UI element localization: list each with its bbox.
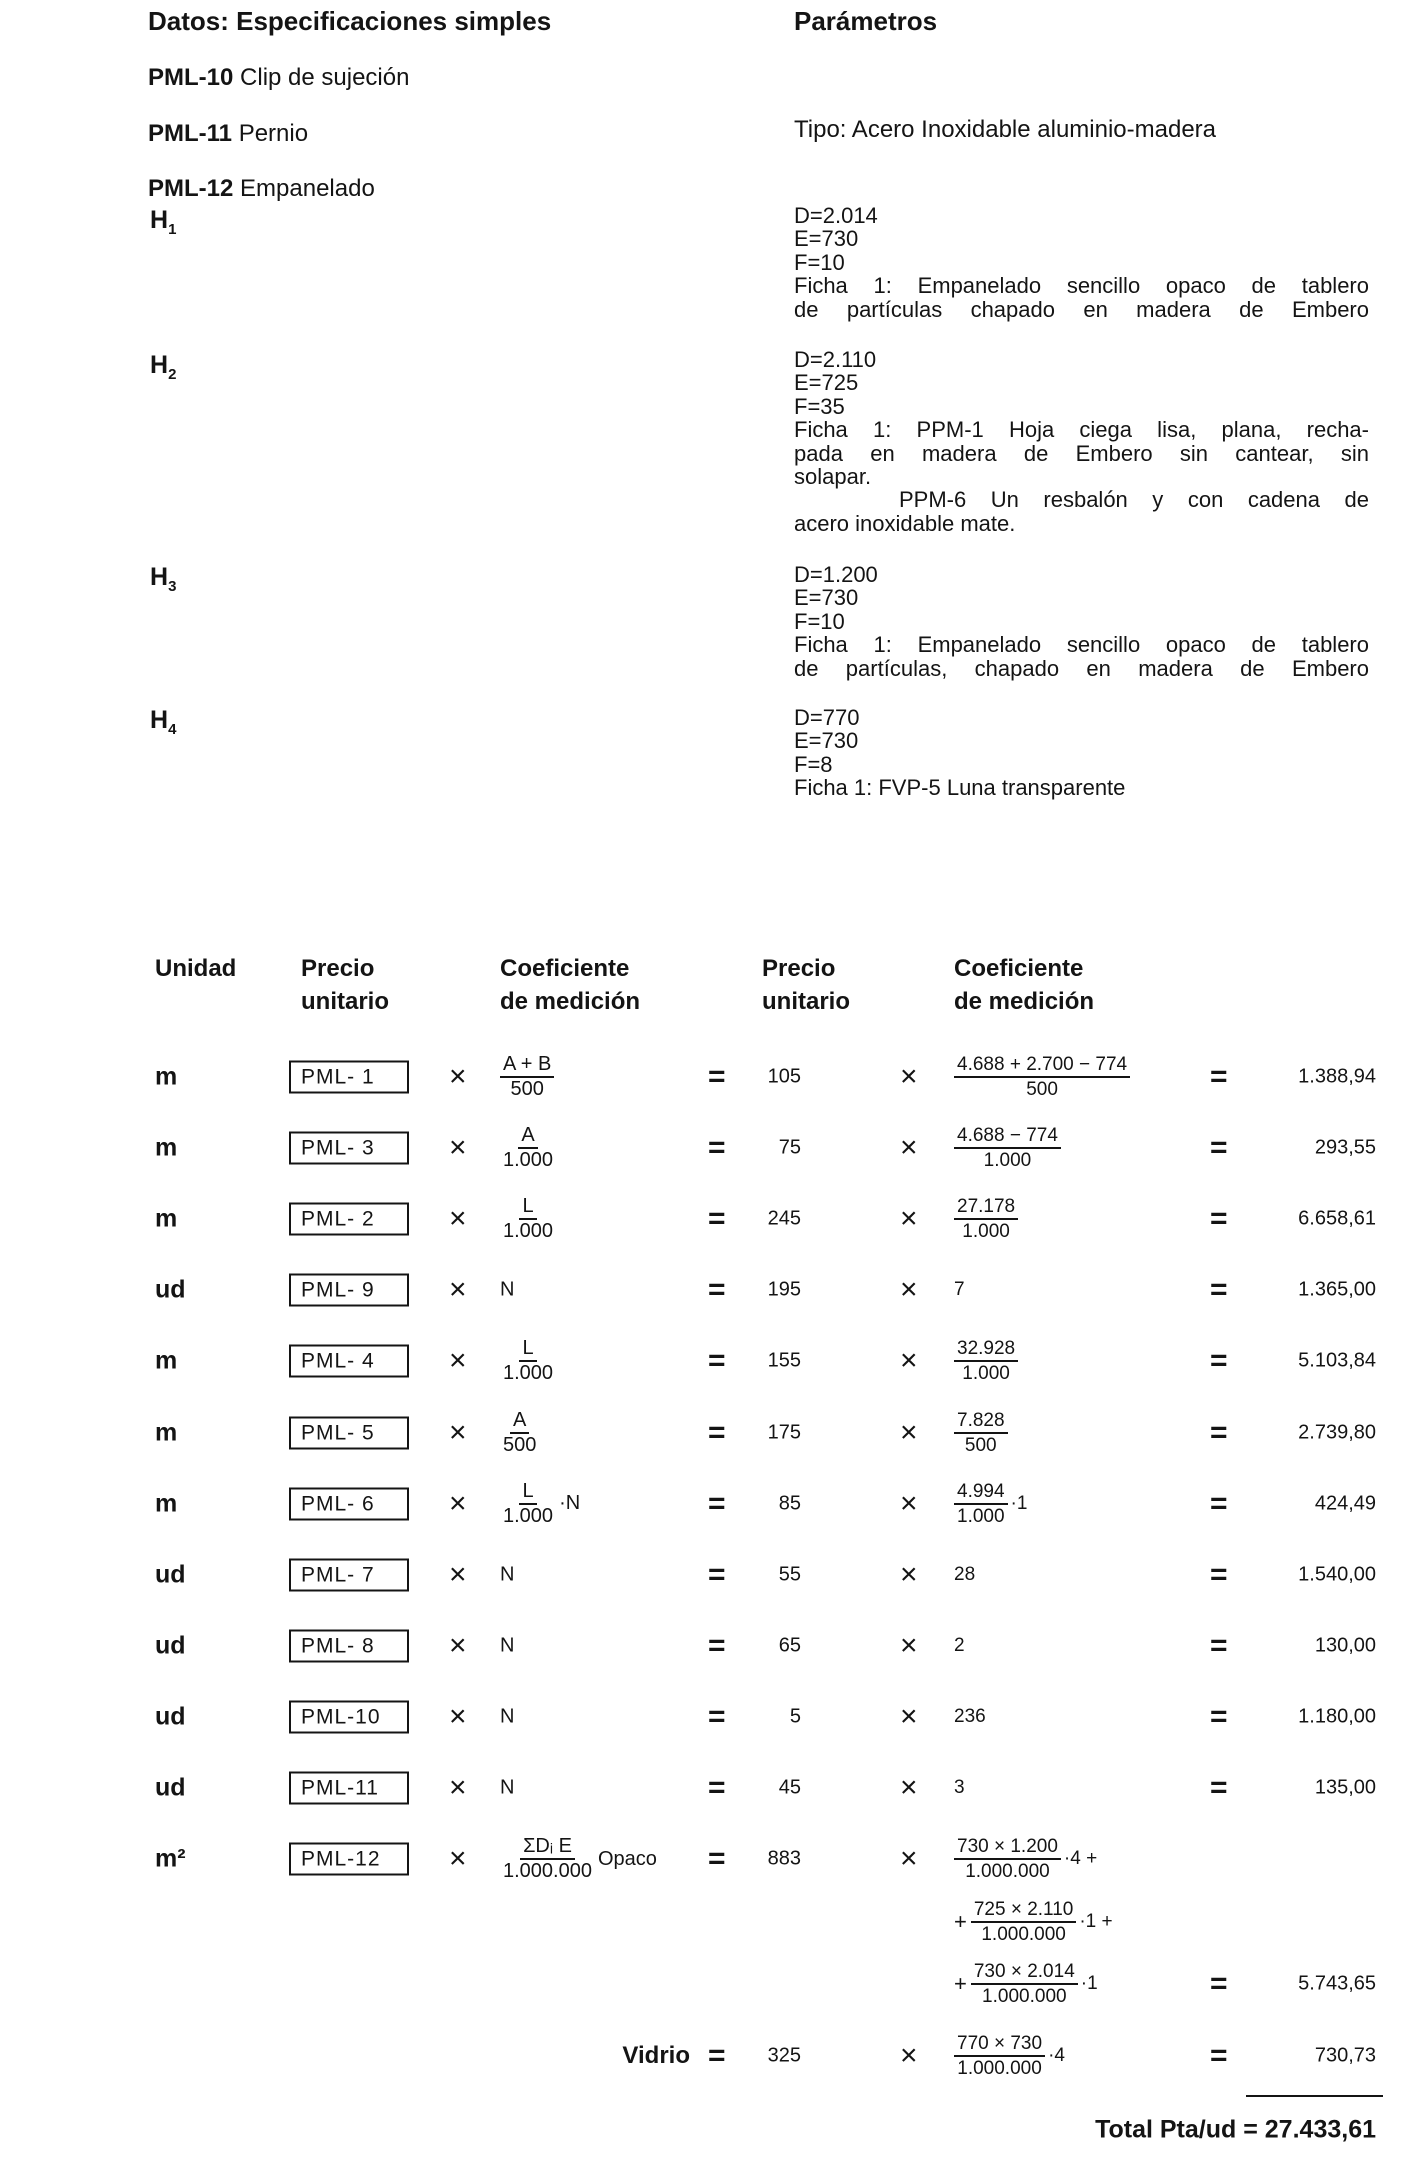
unit-cell: ud <box>155 1275 186 1304</box>
amount-cell: 5.103,84 <box>1298 1349 1376 1372</box>
unit-price-cell: 45 <box>778 1776 801 1799</box>
param-line: F=10 <box>794 608 845 634</box>
fraction-suffix: ·1 <box>1010 1492 1028 1514</box>
measurement-cell <box>954 1196 1018 1242</box>
formula-cell <box>500 1125 556 1171</box>
spec-item-code: PML-11 <box>148 120 233 147</box>
formula-cell <box>500 1410 539 1456</box>
fraction-denominator: 1.000 <box>983 1150 1032 1172</box>
fraction-denominator: 500 <box>503 1433 537 1456</box>
item-code-box: PML- 6 <box>289 1487 409 1520</box>
fraction <box>500 1054 554 1100</box>
equals-sign: = <box>1243 2115 1258 2144</box>
table-row <box>0 1610 1402 1682</box>
amount-cell: 6.658,61 <box>1298 1207 1376 1230</box>
fraction <box>954 1410 1008 1456</box>
amount-cell: 1.180,00 <box>1298 1705 1376 1728</box>
fraction-suffix: ·4 <box>1048 2045 1065 2066</box>
times-sign: × <box>900 1131 918 1165</box>
times-sign: × <box>449 1628 467 1662</box>
fraction-denominator: 1.000.000 <box>981 1924 1066 1946</box>
fraction <box>500 1125 556 1171</box>
glass-row <box>0 2020 1402 2092</box>
leaf-letter: H <box>150 563 169 591</box>
table-row <box>0 1325 1402 1397</box>
expression-text: N <box>500 1705 515 1728</box>
param-line: D=1.200 <box>794 562 878 587</box>
spec-item-code: PML-12 <box>148 175 234 202</box>
fraction-denominator: 1.000 <box>957 1505 1005 1527</box>
fraction-denominator: 1.000.000 <box>957 2058 1042 2079</box>
fraction <box>954 1196 1018 1242</box>
header-unit: Unidad <box>155 955 237 982</box>
param-line: Ficha 1: Empanelado sencillo opaco de tablero <box>794 273 1369 299</box>
table-row <box>0 1183 1402 1255</box>
param-line: PPM-6 Un resbalón y con cadena de <box>899 487 1369 513</box>
times-sign: × <box>900 1415 918 1449</box>
fraction <box>500 1410 539 1456</box>
formula-cell <box>500 1777 514 1800</box>
fraction-denominator: 1.000 <box>962 1221 1010 1243</box>
unit-cell: m <box>155 1489 178 1518</box>
fraction <box>500 1196 556 1242</box>
fraction-numerator: ΣDᵢ E <box>520 1836 575 1860</box>
fraction-denominator: 1.000 <box>503 1504 554 1527</box>
times-sign: × <box>449 1771 467 1804</box>
formula-cell <box>500 1705 514 1728</box>
equals-sign: = <box>1210 1699 1228 1733</box>
unit-price-cell: 105 <box>767 1065 801 1088</box>
plus-sign: + <box>954 1909 967 1935</box>
fraction <box>971 1961 1078 2007</box>
times-sign: × <box>900 1628 918 1662</box>
equals-sign: = <box>708 1131 726 1165</box>
unit-price-cell: 65 <box>778 1634 801 1657</box>
header-line: unitario <box>762 988 850 1015</box>
total-rule <box>1246 2095 1383 2097</box>
item-code-box: PML-12 <box>289 1843 409 1876</box>
measurement-cell <box>954 1481 1027 1527</box>
fraction <box>954 1338 1018 1384</box>
equals-sign: = <box>1210 1202 1228 1236</box>
unit-price-cell: 5 <box>789 1705 801 1728</box>
equals-sign: = <box>708 1771 726 1804</box>
fraction-suffix: ·1 <box>1080 1973 1098 1995</box>
leaf-index: 2 <box>168 366 177 383</box>
header-line: Coeficiente <box>954 955 1084 982</box>
expression-text: N <box>500 1278 515 1301</box>
amount-cell: 1.365,00 <box>1298 1278 1376 1301</box>
fraction-denominator: 1.000 <box>962 1363 1010 1385</box>
unit-price-cell: 195 <box>767 1278 801 1301</box>
amount-cell: 135,00 <box>1314 1776 1376 1799</box>
item-code-box: PML-11 <box>289 1772 409 1805</box>
equals-sign: = <box>708 1060 726 1093</box>
unit-cell: ud <box>155 1702 186 1731</box>
item-code-box: PML- 3 <box>289 1132 409 1165</box>
formula-cell <box>500 1338 556 1384</box>
fraction-numerator: 4.688 + 2.700 − 774 <box>954 1054 1130 1078</box>
fraction <box>954 2033 1045 2079</box>
fraction-denominator: 1.000 <box>503 1220 554 1243</box>
equals-sign: = <box>1210 1486 1228 1520</box>
times-sign: × <box>900 1486 918 1520</box>
amount-cell: 5.743,65 <box>1298 1972 1376 1995</box>
param-line: pada en madera de Embero sin cantear, sin <box>794 440 1369 466</box>
formula-cell <box>500 1196 556 1242</box>
unit-price-cell: 75 <box>778 1136 801 1159</box>
item-code-box: PML- 8 <box>289 1629 409 1662</box>
unit-cell: ud <box>155 1631 186 1660</box>
equals-sign: = <box>1210 1131 1228 1165</box>
param-line: D=770 <box>794 705 860 730</box>
equals-sign: = <box>1210 1415 1228 1449</box>
fraction-denominator: 500 <box>1026 1079 1058 1100</box>
header-line: de medición <box>500 988 641 1015</box>
measurement-cell <box>954 1635 965 1657</box>
equals-sign: = <box>1210 1628 1228 1662</box>
plus-sign: + <box>954 1971 967 1997</box>
times-sign: × <box>900 1202 918 1236</box>
param-line: Ficha 1: Empanelado sencillo opaco de tablero <box>794 632 1369 658</box>
equals-sign: = <box>1210 1344 1228 1378</box>
fraction-numerator: 725 × 2.110 <box>971 1899 1077 1923</box>
fraction-numerator: A + B <box>500 1054 554 1078</box>
fraction-denominator: 1.000.000 <box>965 1861 1050 1883</box>
spec-item-name: Clip de sujeción <box>240 64 410 91</box>
table-row <box>0 1041 1402 1113</box>
amount-cell: 130,00 <box>1314 1634 1376 1657</box>
equals-sign: = <box>708 1486 726 1520</box>
unit-price-cell: 155 <box>767 1349 801 1372</box>
fraction-numerator: 4.994 <box>954 1481 1008 1505</box>
fraction-numerator: A <box>510 1410 529 1434</box>
fraction <box>500 1338 556 1384</box>
leaf-index: 1 <box>168 221 177 238</box>
times-sign: × <box>449 1842 467 1876</box>
fraction-denominator: 1.000 <box>503 1362 554 1385</box>
specifications-title: Datos: Especificaciones simples <box>148 6 552 36</box>
table-row <box>0 1112 1402 1184</box>
expression-text: N <box>500 1563 515 1586</box>
fraction-suffix: ·1 + <box>1079 1911 1113 1933</box>
total-row <box>0 2094 1402 2166</box>
unit-cell: ud <box>155 1560 186 1589</box>
unit-price-cell: 325 <box>767 2044 801 2067</box>
expression-text: N <box>500 1634 515 1657</box>
equals-sign: = <box>1210 2039 1228 2072</box>
unit-cell: ud <box>155 1773 186 1802</box>
spec-item-code: PML-10 <box>148 64 234 91</box>
unit-cell: m <box>155 1346 178 1375</box>
leaf-letter: H <box>150 706 169 734</box>
fraction-denominator: 500 <box>510 1078 544 1100</box>
material-type: Tipo: Acero Inoxidable aluminio-madera <box>794 116 1217 143</box>
equals-sign: = <box>708 1415 726 1449</box>
fraction <box>971 1899 1077 1945</box>
fraction <box>954 1125 1061 1171</box>
fraction <box>954 1481 1008 1527</box>
times-sign: × <box>900 1060 918 1093</box>
equals-sign: = <box>708 1344 726 1378</box>
equals-sign: = <box>708 1842 726 1876</box>
times-sign: × <box>449 1273 467 1307</box>
equals-sign: = <box>1210 1967 1228 2001</box>
times-sign: × <box>449 1202 467 1236</box>
total-value: 27.433,61 <box>1264 2115 1376 2144</box>
measurement-cell <box>954 1410 1008 1456</box>
formula-cell <box>500 1563 514 1586</box>
expression-text: 28 <box>954 1563 976 1585</box>
param-line: D=2.014 <box>794 203 878 228</box>
param-line: de partículas, chapado en madera de Embero <box>794 655 1369 681</box>
param-line: acero inoxidable mate. <box>794 510 1016 536</box>
amount-cell: 2.739,80 <box>1298 1421 1376 1443</box>
param-line: E=725 <box>794 370 859 396</box>
table-row <box>0 1823 1402 1895</box>
header-line: Precio <box>301 955 375 982</box>
parameters-title: Parámetros <box>794 6 938 36</box>
fraction-denominator: 1.000.000 <box>503 1860 592 1883</box>
equals-sign: = <box>708 1202 726 1236</box>
equals-sign: = <box>1210 1771 1228 1804</box>
measurement-cell <box>954 1054 1130 1100</box>
unit-price-cell: 55 <box>778 1563 801 1586</box>
measurement-cell <box>954 1338 1018 1384</box>
times-sign: × <box>449 1699 467 1733</box>
expression-text: 236 <box>954 1705 986 1727</box>
expression-text: N <box>500 1776 515 1799</box>
table-row <box>0 1681 1402 1753</box>
table-row <box>0 1752 1402 1824</box>
equals-sign: = <box>1210 1060 1228 1093</box>
unit-price-cell: 245 <box>767 1207 801 1230</box>
times-sign: × <box>900 1273 918 1307</box>
unit-cell: m² <box>155 1844 186 1873</box>
measurement-cell <box>954 1279 965 1301</box>
spec-item-name: Empanelado <box>240 175 375 202</box>
leaf-index: 4 <box>168 721 177 738</box>
measurement-cell <box>954 1899 1113 1945</box>
fraction-numerator: L <box>519 1338 536 1362</box>
table-row <box>0 1539 1402 1611</box>
header-line: Precio <box>762 955 836 982</box>
header-line: Coeficiente <box>500 955 630 982</box>
table-row <box>0 1254 1402 1326</box>
measurement-cell <box>954 2033 1065 2079</box>
equals-sign: = <box>708 1628 726 1662</box>
times-sign: × <box>449 1415 467 1449</box>
times-sign: × <box>449 1344 467 1378</box>
unit-cell: m <box>155 1133 178 1162</box>
item-code-box: PML- 7 <box>289 1558 409 1591</box>
header-line: unitario <box>301 988 389 1015</box>
fraction-suffix: Opaco <box>597 1847 657 1870</box>
equals-sign: = <box>708 1699 726 1733</box>
times-sign: × <box>900 1344 918 1378</box>
measurement-cell <box>954 1125 1061 1171</box>
param-line: F=35 <box>794 393 845 419</box>
times-sign: × <box>900 1771 918 1804</box>
amount-cell: 1.388,94 <box>1298 1065 1376 1088</box>
fraction-numerator: 32.928 <box>954 1338 1018 1362</box>
equals-sign: = <box>1210 1273 1228 1307</box>
measurement-cell <box>954 1961 1098 2007</box>
table-row <box>0 1397 1402 1469</box>
unit-price-cell: 883 <box>767 1847 801 1870</box>
item-code-box: PML- 5 <box>289 1416 409 1449</box>
measurement-cell <box>954 1564 975 1586</box>
unit-cell: m <box>155 1062 178 1091</box>
unit-cell: m <box>155 1418 178 1446</box>
amount-cell: 424,49 <box>1314 1492 1376 1515</box>
measurement-cell <box>954 1836 1097 1882</box>
expression-text: 2 <box>954 1634 965 1656</box>
formula-cell <box>500 1836 657 1882</box>
equals-sign: = <box>708 2039 726 2072</box>
expression-text: 7 <box>954 1279 965 1301</box>
fraction-denominator: 500 <box>964 1434 997 1456</box>
param-line: solapar. <box>794 464 872 490</box>
item-code-box: PML-10 <box>289 1700 409 1733</box>
param-line: Ficha 1: FVP-5 Luna transparente <box>794 775 1126 801</box>
total-label: Total Pta/ud <box>1095 2115 1237 2144</box>
amount-cell: 730,73 <box>1314 2044 1376 2067</box>
equals-sign: = <box>708 1273 726 1307</box>
fraction-numerator: 770 × 730 <box>954 2033 1045 2057</box>
total-amount <box>1095 2116 1376 2145</box>
fraction-numerator: 7.828 <box>954 1410 1008 1434</box>
fraction-denominator: 1.000.000 <box>982 1986 1067 2008</box>
fraction-suffix: ·N <box>559 1492 581 1515</box>
spec-item-name: Pernio <box>238 120 309 147</box>
formula-cell <box>500 1481 580 1527</box>
fraction <box>954 1836 1061 1882</box>
equals-sign: = <box>1210 1557 1228 1591</box>
equals-sign: = <box>708 1557 726 1591</box>
amount-cell: 293,55 <box>1314 1136 1376 1159</box>
amount-cell: 1.540,00 <box>1298 1563 1376 1586</box>
formula-cell <box>500 1634 514 1657</box>
param-line: E=730 <box>794 226 859 252</box>
unit-price-cell: 85 <box>778 1492 801 1515</box>
fraction-numerator: L <box>519 1196 536 1220</box>
param-line: F=8 <box>794 751 833 777</box>
item-code-box: PML- 9 <box>289 1274 409 1307</box>
formula-cell <box>500 1279 514 1302</box>
fraction-denominator: 1.000 <box>503 1149 554 1172</box>
fraction-numerator: 730 × 2.014 <box>971 1961 1078 1985</box>
leaf-letter: H <box>150 206 169 234</box>
times-sign: × <box>900 1699 918 1733</box>
param-line: E=730 <box>794 585 859 611</box>
fraction-numerator: A <box>518 1125 537 1149</box>
item-code-box: PML- 2 <box>289 1203 409 1236</box>
param-line: D=2.110 <box>794 347 877 372</box>
times-sign: × <box>900 1842 918 1876</box>
fraction <box>954 1054 1130 1100</box>
leaf-index: 3 <box>168 578 177 595</box>
fraction <box>500 1481 556 1527</box>
param-line: F=10 <box>794 249 845 275</box>
table-row-continuation <box>0 1948 1402 2020</box>
times-sign: × <box>449 1060 467 1093</box>
table-row <box>0 1468 1402 1540</box>
expression-text: 3 <box>954 1777 965 1798</box>
times-sign: × <box>900 2039 918 2072</box>
measurement-cell <box>954 1706 986 1728</box>
param-line: Ficha 1: PPM-1 Hoja ciega lisa, plana, recha- <box>794 417 1369 443</box>
times-sign: × <box>449 1557 467 1591</box>
unit-cell: m <box>155 1204 178 1233</box>
measurement-cell <box>954 1777 965 1799</box>
param-line: de partículas chapado en madera de Embero <box>794 296 1369 322</box>
fraction-suffix: ·4 + <box>1063 1848 1098 1870</box>
glass-label: Vidrio <box>622 2042 690 2069</box>
times-sign: × <box>449 1131 467 1165</box>
unit-price-cell: 175 <box>767 1421 801 1443</box>
leaf-letter: H <box>150 351 169 379</box>
formula-cell <box>500 1054 554 1100</box>
times-sign: × <box>900 1557 918 1591</box>
param-line: E=730 <box>794 728 859 754</box>
item-code-box: PML- 1 <box>289 1061 409 1094</box>
fraction-numerator: 27.178 <box>954 1196 1018 1220</box>
fraction <box>500 1836 595 1882</box>
times-sign: × <box>449 1486 467 1520</box>
fraction-numerator: 4.688 − 774 <box>954 1125 1061 1149</box>
fraction-numerator: L <box>519 1481 536 1505</box>
item-code-box: PML- 4 <box>289 1345 409 1378</box>
header-line: de medición <box>954 988 1095 1015</box>
fraction-numerator: 730 × 1.200 <box>954 1836 1061 1860</box>
